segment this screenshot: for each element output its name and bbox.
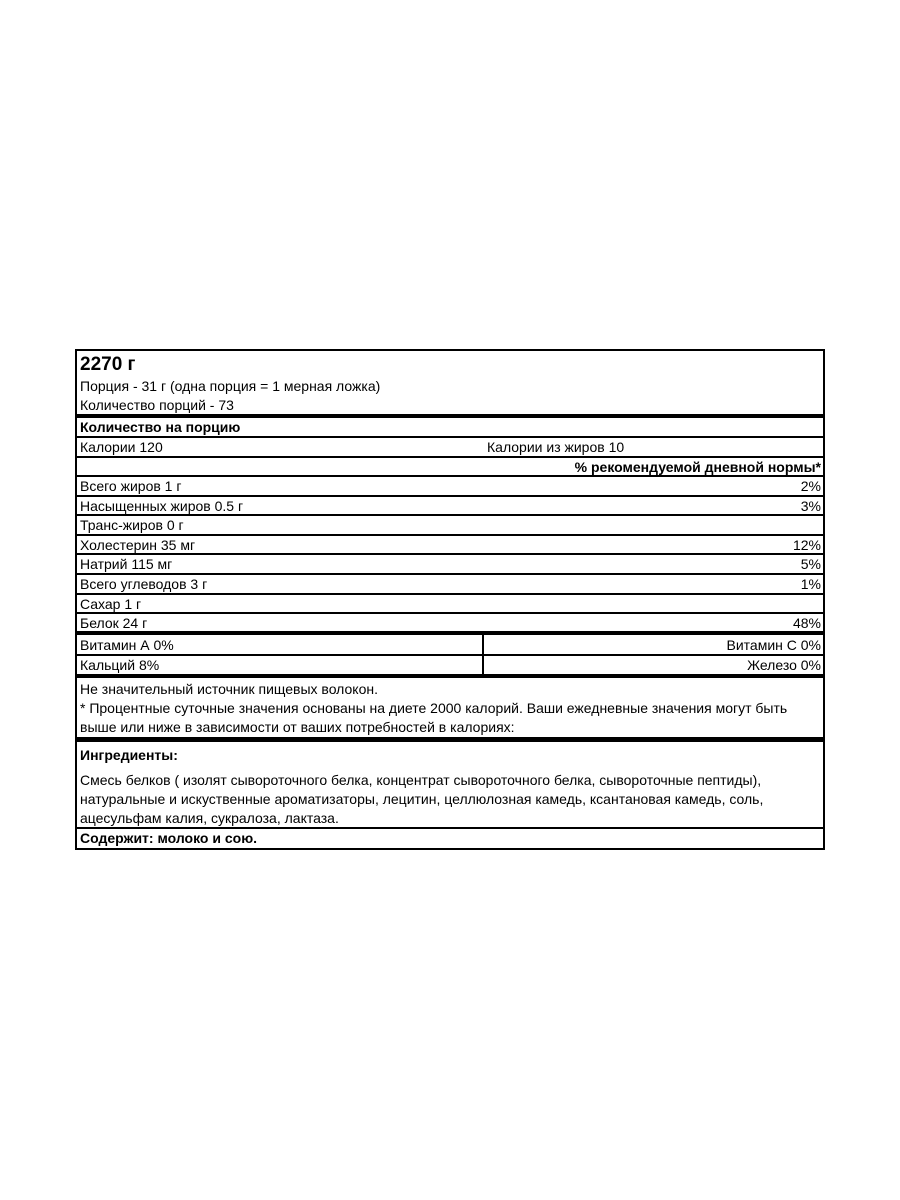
ingredients-title: Ингредиенты: — [80, 747, 178, 763]
amount-per-serving: Количество на порцию — [80, 419, 241, 435]
divider — [77, 612, 823, 614]
vitamin-left: Кальций 8% — [80, 657, 160, 673]
nutrient-dv: 2% — [800, 478, 821, 494]
serving-size: Порция - 31 г (одна порция = 1 мерная ложка) — [80, 378, 381, 394]
nutrient-name: Всего жиров 1 г — [80, 478, 182, 494]
daily-value-footnote: * Процентные суточные значения основаны на диете 2000 калорий. Ваши ежедневные значения могут быть выше или ниже в зависимости от ваших потребностей в калориях: — [80, 700, 788, 735]
nutrient-name: Холестерин 35 мг — [80, 537, 196, 553]
nutrient-name: Натрий 115 мг — [80, 556, 173, 572]
nutrient-dv: 48% — [792, 615, 821, 631]
divider — [77, 475, 823, 477]
ingredients-text: Смесь белков ( изолят сывороточного белка, концентрат сывороточного белка, сывороточные пептиды), натуральные и искуственные ароматизаторы, лецитин, целлюлозная камедь, ксантановая камедь, соль, ацесульфам калия, сукралоза, лактаза. — [80, 772, 764, 826]
calories: Калории 120 — [80, 439, 163, 455]
nutrient-dv: 5% — [800, 556, 821, 572]
divider — [77, 631, 823, 635]
divider — [77, 654, 823, 656]
net-weight: 2270 г — [80, 354, 136, 375]
divider — [77, 593, 823, 595]
vitamin-left: Витамин А 0% — [80, 637, 174, 653]
fiber-note: Не значительный источник пищевых волокон. — [80, 681, 378, 697]
nutrient-name: Белок 24 г — [80, 615, 148, 631]
divider — [77, 674, 823, 678]
nutrient-name: Всего углеводов 3 г — [80, 576, 208, 592]
divider — [77, 737, 823, 742]
divider — [77, 553, 823, 555]
nutrient-dv: 12% — [792, 537, 821, 553]
nutrient-dv: 3% — [800, 498, 821, 514]
nutrient-name: Насыщенных жиров 0.5 г — [80, 498, 244, 514]
nutrition-facts-label — [75, 349, 825, 850]
nutrient-name: Транс-жиров 0 г — [80, 517, 184, 533]
allergens: Содержит: молоко и сою. — [80, 830, 258, 846]
servings-count: Количество порций - 73 — [80, 397, 234, 413]
nutrient-dv: 1% — [800, 576, 821, 592]
daily-value-header: % рекомендуемой дневной нормы* — [574, 459, 821, 475]
divider — [77, 514, 823, 516]
vitamin-column-divider — [482, 635, 484, 675]
calories-from-fat: Калории из жиров 10 — [487, 439, 625, 455]
divider — [77, 436, 823, 438]
vitamin-right: Железо 0% — [747, 657, 821, 673]
vitamin-right: Витамин С 0% — [726, 637, 821, 653]
nutrient-name: Сахар 1 г — [80, 596, 142, 612]
